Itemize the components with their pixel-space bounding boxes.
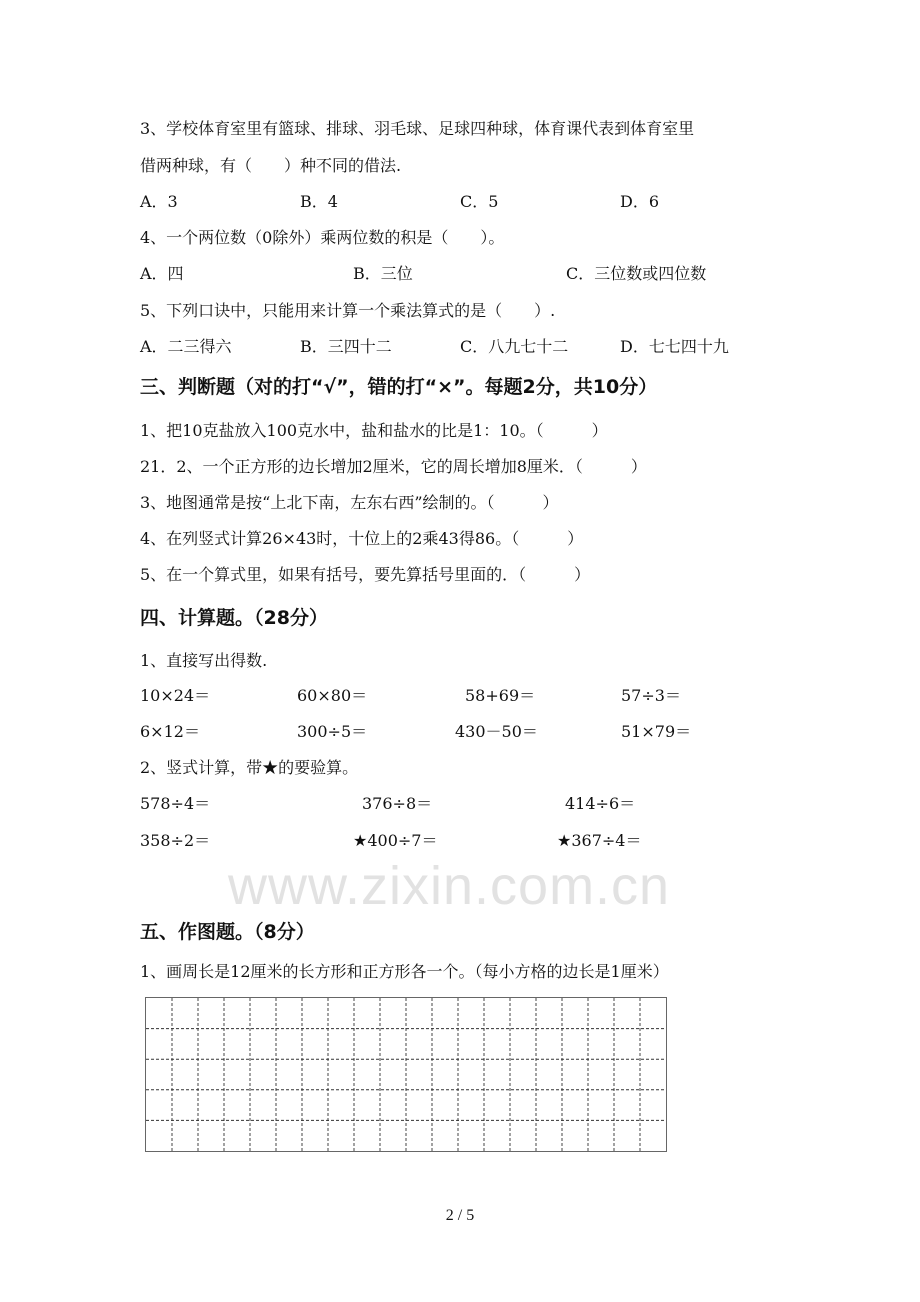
- calc-item: ★400÷7＝: [353, 831, 438, 850]
- calc-item: 414÷6＝: [565, 794, 636, 813]
- calc-q2: 2、竖式计算，带★的要验算。: [140, 758, 359, 777]
- q3-option-a: A．3: [140, 192, 178, 211]
- q5-option-d: D．七七四十九: [620, 337, 729, 356]
- judge-item-3: 3、地图通常是按“上北下南，左东右西”绘制的。（ ）: [140, 493, 559, 512]
- calc-item: 6×12＝: [140, 722, 200, 741]
- drawing-grid: [145, 997, 667, 1152]
- judge-item-5: 5、在一个算式里，如果有括号，要先算括号里面的．（ ）: [140, 565, 591, 584]
- q3-option-d: D．6: [620, 192, 660, 211]
- judge-item-4: 4、在列竖式计算26×43时，十位上的2乘43得86。（ ）: [140, 529, 584, 548]
- draw-q1: 1、画周长是12厘米的长方形和正方形各一个。（每小方格的边长是1厘米）: [140, 962, 669, 981]
- calc-item: 376÷8＝: [362, 794, 433, 813]
- q4-option-b: B．三位: [353, 264, 413, 283]
- calc-item: 358÷2＝: [140, 831, 211, 850]
- section4-heading: 四、计算题。（28分）: [140, 607, 328, 629]
- q3-line2: 借两种球，有（ ）种不同的借法.: [140, 156, 402, 175]
- judge-item-1: 1、把10克盐放入100克水中，盐和盐水的比是1：10。（ ）: [140, 421, 608, 440]
- q4-option-a: A．四: [140, 264, 184, 283]
- calc-item: 430－50＝: [455, 722, 538, 741]
- calc-item: 51×79＝: [621, 722, 692, 741]
- calc-q1: 1、直接写出得数.: [140, 651, 268, 670]
- calc-item: 60×80＝: [297, 686, 368, 705]
- page-number: 2 / 5: [445, 1207, 475, 1224]
- section5-heading: 五、作图题。（8分）: [140, 921, 315, 943]
- calc-item: 300÷5＝: [297, 722, 368, 741]
- calc-item: 10×24＝: [140, 686, 211, 705]
- calc-item: 57÷3＝: [621, 686, 681, 705]
- calc-item: 578÷4＝: [140, 794, 211, 813]
- q5-text: 5、下列口诀中，只能用来计算一个乘法算式的是（ ）.: [140, 301, 556, 320]
- grid-lines: [146, 998, 666, 1151]
- judge-item-2: 21．2、一个正方形的边长增加2厘米，它的周长增加8厘米．（ ）: [140, 457, 647, 476]
- calc-item: 58+69＝: [465, 686, 536, 705]
- q5-option-c: C．八九七十二: [460, 337, 569, 356]
- q4-option-c: C．三位数或四位数: [566, 264, 707, 283]
- section3-heading: 三、判断题（对的打“√”，错的打“×”。每题2分，共10分）: [140, 376, 658, 398]
- calc-item: ★367÷4＝: [557, 831, 642, 850]
- watermark: www.zixin.com.cn: [228, 856, 671, 916]
- q5-option-a: A．二三得六: [140, 337, 232, 356]
- q3-option-b: B．4: [300, 192, 338, 211]
- q3-option-c: C．5: [460, 192, 499, 211]
- q4-text: 4、一个两位数（0除外）乘两位数的积是（ ）。: [140, 228, 505, 247]
- q5-option-b: B．三四十二: [300, 337, 392, 356]
- q3-line1: 3、学校体育室里有篮球、排球、羽毛球、足球四种球，体育课代表到体育室里: [140, 119, 695, 138]
